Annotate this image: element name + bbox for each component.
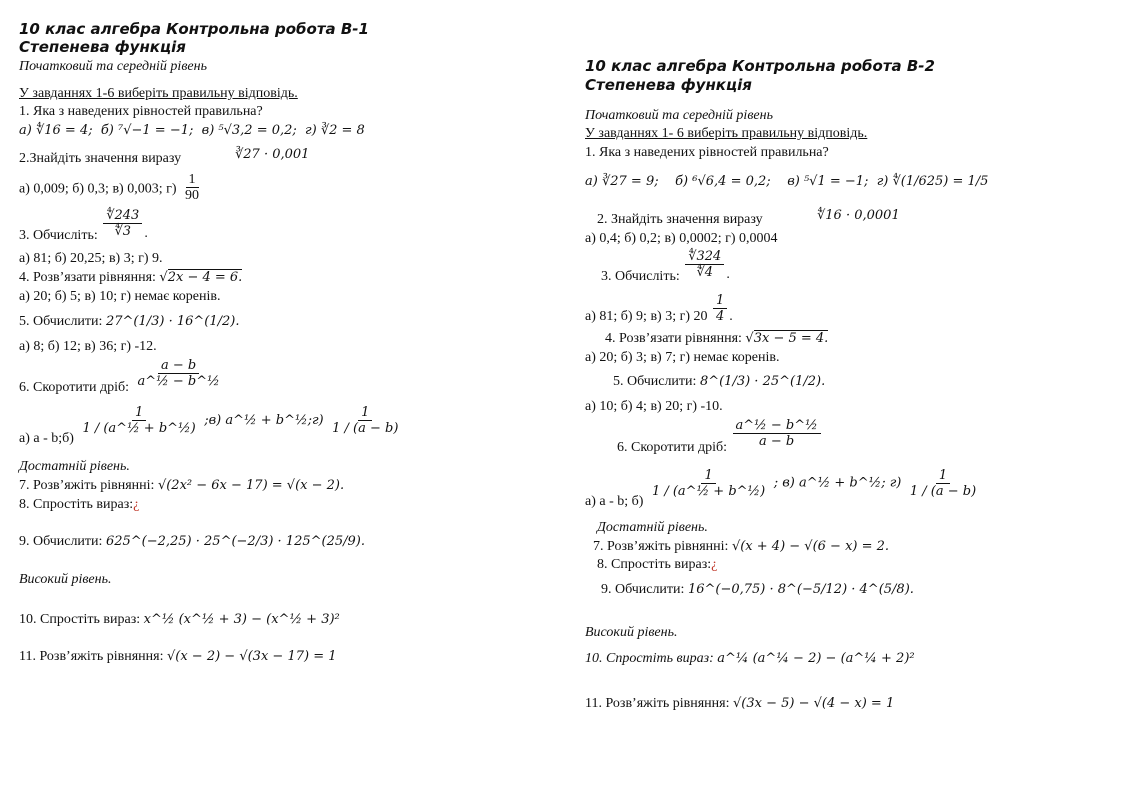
v1-q3-den: ∜3 [114, 224, 132, 239]
v1-q5-answers: а) 8; б) 12; в) 36; г) -12. [19, 339, 157, 354]
v1-q6-answer-d: $\frac{1}{1 / (a - b)}$ [332, 405, 399, 436]
v2-q6-answer-a: а) a - b; б) [585, 493, 644, 509]
v2-q3-num: ∜324 [685, 249, 724, 265]
v1-q11-expression: √(x − 2) − √(3x − 17) = 1 [166, 649, 337, 664]
v1-q8-placeholder-glyph: ¿ [133, 497, 140, 512]
v1-question-8 [19, 497, 139, 513]
v1-q6-fraction [135, 358, 223, 389]
v2-q1-answer-b: б) ⁶√6,4 = 0,2; [675, 174, 771, 189]
v1-q6-answer-a: а) a - b;б) [19, 430, 74, 446]
v2-q2-expression: ∜16 · 0,0001 [817, 208, 900, 223]
v2-q9-label: 9. Обчислити: [601, 582, 685, 597]
v2-question-11 [585, 696, 894, 712]
v2-q3-mixed-fraction: $\frac{1}{4}$ [713, 293, 727, 324]
v1-q6-num: a − b [158, 358, 199, 374]
v1-q3-fraction [103, 208, 142, 239]
v1-question-10 [19, 612, 340, 628]
variant-2-instruction: У завданнях 1- 6 виберіть правильну відповідь. [585, 126, 868, 141]
v1-q9-expression: 625^(−2,25) · 25^(−2/3) · 125^(25/9). [105, 534, 365, 549]
v2-q3-answers: а) 81; б) 9; в) 3; г) 20 $\frac{1}{4}$ . [585, 293, 733, 324]
v2-q7-expression: √(x + 4) − √(6 − x) = 2. [731, 539, 890, 554]
v1-q9-label: 9. Обчислити: [19, 534, 103, 549]
v2-q10-label: 10. Спростіть вираз: [585, 651, 714, 666]
v2-q6-answers [585, 468, 981, 509]
v2-q3-label: 3. Обчисліть: [601, 268, 680, 284]
v2-question-4 [605, 331, 828, 347]
v2-q3-answers-text: а) 81; б) 9; в) 3; г) 20 [585, 308, 708, 324]
v2-q4-expression: √3x − 5 = 4. [745, 331, 829, 346]
v1-q10-label: 10. Спростіть вираз: [19, 612, 141, 627]
v2-q6-label: 6. Скоротити дріб: [617, 439, 727, 455]
v1-q6-answers [19, 405, 403, 446]
v1-q10-expression: x^½ (x^½ + 3) − (x^½ + 3)² [143, 612, 340, 627]
v2-q1-answer-a: а) ∛27 = 9; [585, 174, 659, 189]
v2-q3-den: ∜4 [696, 265, 714, 280]
v2-q4-answers: а) 20; б) 3; в) 7; г) немає коренів. [585, 350, 780, 365]
v1-q3-answers: а) 81; б) 20,25; в) 3; г) 9. [19, 251, 163, 266]
v1-q3-num: ∜243 [103, 208, 142, 224]
variant-2-title: 10 клас алгебра Контрольна робота В-2 [585, 57, 935, 75]
v2-q7-label: 7. Розв’яжіть рівнянні: [593, 539, 729, 554]
v1-question-4 [19, 270, 242, 286]
v2-q8-label: 8. Спростіть вираз: [597, 557, 712, 572]
v1-q2-frac-den: 90 [185, 188, 200, 203]
v1-q1-answer-d: г) ∛2 = 8 [305, 123, 365, 138]
v2-question-3: 3. Обчисліть: $\frac{∜324}{∜4}$ . [601, 249, 730, 284]
v1-question-2: 2.Знайдіть значення виразу [19, 151, 182, 166]
v2-q6-answer-c: ; в) a^½ + b^½; г) [773, 475, 902, 491]
v1-q2-answers [19, 174, 204, 205]
v1-q6-label: 6. Скоротити дріб: [19, 379, 129, 395]
v2-q10-expression: a^¼ (a^¼ − 2) − (a^¼ + 2)² [717, 651, 915, 666]
v2-question-7 [593, 539, 889, 555]
v1-q2-frac-num: 1 [186, 172, 199, 188]
variant-1-title: 10 клас алгебра Контрольна робота В-1 [19, 20, 369, 38]
v1-q1-answer-a: а) ∜16 = 4; [19, 123, 93, 138]
v2-question-2: 2. Знайдіть значення виразу [597, 212, 763, 227]
v1-q4-label: 4. Розв’язати рівняння: [19, 270, 156, 285]
v1-q11-label: 11. Розв’яжіть рівняння: [19, 649, 164, 664]
v1-q4-expression: √2x − 4 = 6. [159, 270, 243, 285]
v2-q5-answers: а) 10; б) 4; в) 20; г) -10. [585, 399, 723, 414]
v1-q7-expression: √(2x² − 6x − 17) = √(x − 2). [157, 478, 345, 493]
v2-q1-answer-d: г) ∜(1/625) = 1/5 [876, 174, 989, 189]
v1-q5-label: 5. Обчислити: [19, 314, 103, 329]
v1-question-6 [19, 358, 225, 395]
v2-q11-expression: √(3x − 5) − √(4 − x) = 1 [732, 696, 895, 711]
v1-q1-answer-b: б) ⁷√−1 = −1; [100, 123, 194, 138]
v2-question-8 [597, 557, 717, 573]
v1-q5-expression: 27^(1/3) · 16^(1/2). [105, 314, 240, 329]
v1-q2-answers-text: а) 0,009; б) 0,3; в) 0,003; г) [19, 181, 177, 197]
v2-q6-den: a − b [758, 434, 795, 449]
variant-1-instruction: У завданнях 1-6 виберіть правильну відповідь. [19, 86, 298, 101]
v1-q2-fraction [182, 172, 202, 203]
v2-q1-answer-c: в) ⁵√1 = −1; [787, 174, 869, 189]
v2-q6-answer-b: $\frac{1}{\text{1 / (a\textasciicircum{}½ + b\textasciicircum{}½)}}$ [651, 468, 766, 499]
v1-q1-answer-c: в) ⁵√3,2 = 0,2; [201, 123, 297, 138]
v1-question-1: 1. Яка з наведених рівностей правильна? [19, 104, 263, 119]
v1-q3-label: 3. Обчисліть: [19, 227, 98, 243]
v2-question-6 [617, 418, 823, 455]
v2-level-sufficient: Достатній рівень. [597, 520, 708, 535]
v2-q6-answer-d: $\frac{1}{1 / (a - b)}$ [909, 468, 977, 499]
v1-q6-answer-b: $\frac{1}{\text{1 / (a\textasciicircum{}½ + b\textasciicircum{}½)}}$ [82, 405, 196, 436]
v2-q6-num: a^½ − b^½ [733, 418, 821, 434]
v2-q5-expression: 8^(1/3) · 25^(1/2). [699, 374, 826, 389]
v1-question-5 [19, 314, 239, 330]
v2-q6-fraction [733, 418, 821, 449]
v1-level-sufficient: Достатній рівень. [19, 459, 130, 474]
v2-q5-label: 5. Обчислити: [613, 374, 697, 389]
v2-q2-answers: а) 0,4; б) 0,2; в) 0,0002; г) 0,0004 [585, 231, 778, 246]
v2-q4-label: 4. Розв’язати рівняння: [605, 331, 742, 346]
v1-level-high: Високий рівень. [19, 572, 112, 587]
v1-q2-expression: ∛27 · 0,001 [235, 147, 310, 162]
variant-1-subtitle: Степенева функція [19, 38, 186, 56]
v2-q9-expression: 16^(−0,75) · 8^(−5/12) · 4^(5/8). [687, 582, 914, 597]
v2-q11-label: 11. Розв’яжіть рівняння: [585, 696, 730, 711]
v2-q8-placeholder-glyph: ¿ [711, 557, 718, 572]
v2-question-9 [601, 582, 914, 598]
v2-level-high: Високий рівень. [585, 625, 678, 640]
v1-question-11 [19, 649, 337, 665]
v2-q1-answers [585, 174, 988, 190]
variant-2-level-basic: Початковий та середній рівень [585, 108, 773, 123]
v1-q1-answers [19, 123, 365, 139]
v1-q6-answer-c: ;в) a^½ + b^½;г) [204, 412, 324, 428]
variant-1-level-basic: Початковий та середній рівень [19, 59, 207, 74]
v2-question-5 [613, 374, 825, 390]
v1-question-7 [19, 478, 344, 494]
v1-q6-den: a^½ − b^½ [137, 374, 220, 389]
v2-q3-fraction [685, 249, 724, 280]
v1-q8-label: 8. Спростіть вираз: [19, 497, 134, 512]
v1-question-9 [19, 534, 365, 550]
v1-q7-label: 7. Розв’яжіть рівнянні: [19, 478, 155, 493]
v1-question-3: 3. Обчисліть: $\frac{∜243}{∜3}$ . [19, 208, 148, 243]
variant-2-subtitle: Степенева функція [585, 76, 752, 94]
v2-question-10 [585, 651, 915, 667]
v1-q4-answers: а) 20; б) 5; в) 10; г) немає коренів. [19, 289, 221, 304]
v2-question-1: 1. Яка з наведених рівностей правильна? [585, 145, 829, 160]
